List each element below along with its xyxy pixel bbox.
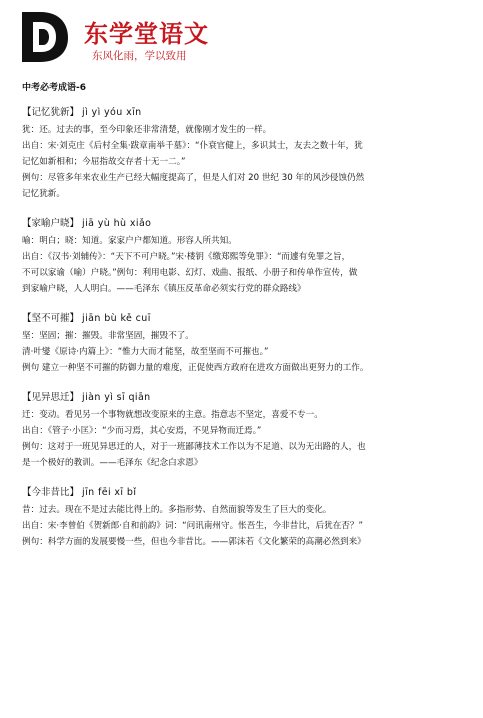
idiom-heading — [22, 215, 468, 233]
idiom-pinyin: jīn fēi xī bǐ — [82, 487, 137, 498]
brand-slogan: 东风化雨，学以致用 — [92, 50, 187, 62]
idiom-pinyin: jiān bù kě cuī — [82, 313, 151, 324]
idiom-entry — [22, 215, 468, 297]
example-text: 例句：科学方面的发展要慢一些，但也今非昔比。——郭沫若《文化繁荣的高潮必然到来》 — [22, 537, 366, 547]
source-text: 记忆如新相和；今屈指故交存者十无一二。” — [22, 157, 186, 167]
source-text: 出自：宋·李曾伯《贺新郎·自和前韵》词：“问讯南州守。怅吾生，今非昔比，后犹在否？” — [22, 521, 363, 531]
source-text: 不可以家谕（喻）户晓。”例句：利用电影、幻灯、戏曲、报纸、小册子和传单作宣传，做 — [22, 268, 358, 278]
source-text: 清·叶燮《原诗·内篇上》：“惟力大而才能坚，故至坚而不可摧也。” — [22, 347, 269, 357]
idiom-heading — [22, 104, 468, 122]
idiom-entry — [22, 104, 468, 202]
idiom-entry — [22, 389, 468, 471]
header — [18, 8, 318, 64]
example-text: 记忆犹新。 — [22, 189, 65, 199]
idiom-name: 【家喻户晓】 — [22, 218, 80, 229]
idiom-heading — [22, 389, 468, 407]
source-text: 出自：宋·刘克庄《后村全集·跋章南举千墓》：“仆衰官健上，多识其士，友去之数十年，犹 — [22, 141, 363, 151]
source-text: 出自：《汉书·刘辅传》：“天下不可户晓。”宋·楼钥《缴郑熙等免罪》：“而遽有免罪之旨， — [22, 252, 351, 262]
idiom-entry — [22, 310, 468, 376]
idiom-entry — [22, 484, 468, 550]
idiom-name: 【记忆犹新】 — [22, 107, 80, 118]
definition-text: 喻：明白；晓：知道。家家户户都知道。形容人所共知。 — [22, 236, 237, 246]
definition-text: 迁：变动。看见另一个事物就想改变原来的主意。指意志不坚定，喜爱不专一。 — [22, 410, 323, 420]
document-title: 中考必考成语-6 — [22, 83, 86, 93]
idiom-pinyin: jì yì yóu xīn — [82, 107, 142, 118]
example-text: 例句：这对于一班见异思迁的人，对于一班鄙薄技术工作以为不足道、以为无出路的人，也 — [22, 442, 366, 452]
idiom-name: 【今非昔比】 — [22, 487, 80, 498]
idiom-pinyin: jiā yù hù xiǎo — [82, 218, 152, 229]
definition-text: 犹：还。过去的事，至今印象还非常清楚，就像刚才发生的一样。 — [22, 125, 272, 135]
idiom-name: 【见异思迁】 — [22, 392, 80, 403]
idiom-heading — [22, 484, 468, 502]
source-text: 出自：《管子·小匡》：“少而习焉，其心安焉，不见异物而迁焉。” — [22, 426, 262, 436]
example-text: 到家喻户晓，人人明白。——毛泽东《镇压反革命必须实行党的群众路线》 — [22, 284, 306, 294]
logo-icon — [18, 8, 70, 64]
brand-title: 东学堂语文 — [84, 19, 209, 48]
idiom-pinyin: jiàn yì sī qiān — [82, 392, 151, 403]
definition-text: 昔：过去。现在不是过去能比得上的。多指形势、自然面貌等发生了巨大的变化。 — [22, 505, 332, 515]
definition-text: 坚：坚固；摧：摧毁。非常坚固，摧毁不了。 — [22, 331, 194, 341]
example-text: 例句 建立一种坚不可摧的防御力量的难度，正促使西方政府在进攻方面做出更努力的工作。 — [22, 363, 369, 373]
example-text: 例句：尽管多年来农业生产已经大幅度提高了，但是人们对 20 世纪 30 年的风沙侵蚀仍然 — [22, 173, 365, 183]
idiom-heading — [22, 310, 468, 328]
idiom-list — [22, 104, 468, 563]
example-text: 是一个极好的教训。——毛泽东《纪念白求恩》 — [22, 458, 203, 468]
idiom-name: 【坚不可摧】 — [22, 313, 80, 324]
